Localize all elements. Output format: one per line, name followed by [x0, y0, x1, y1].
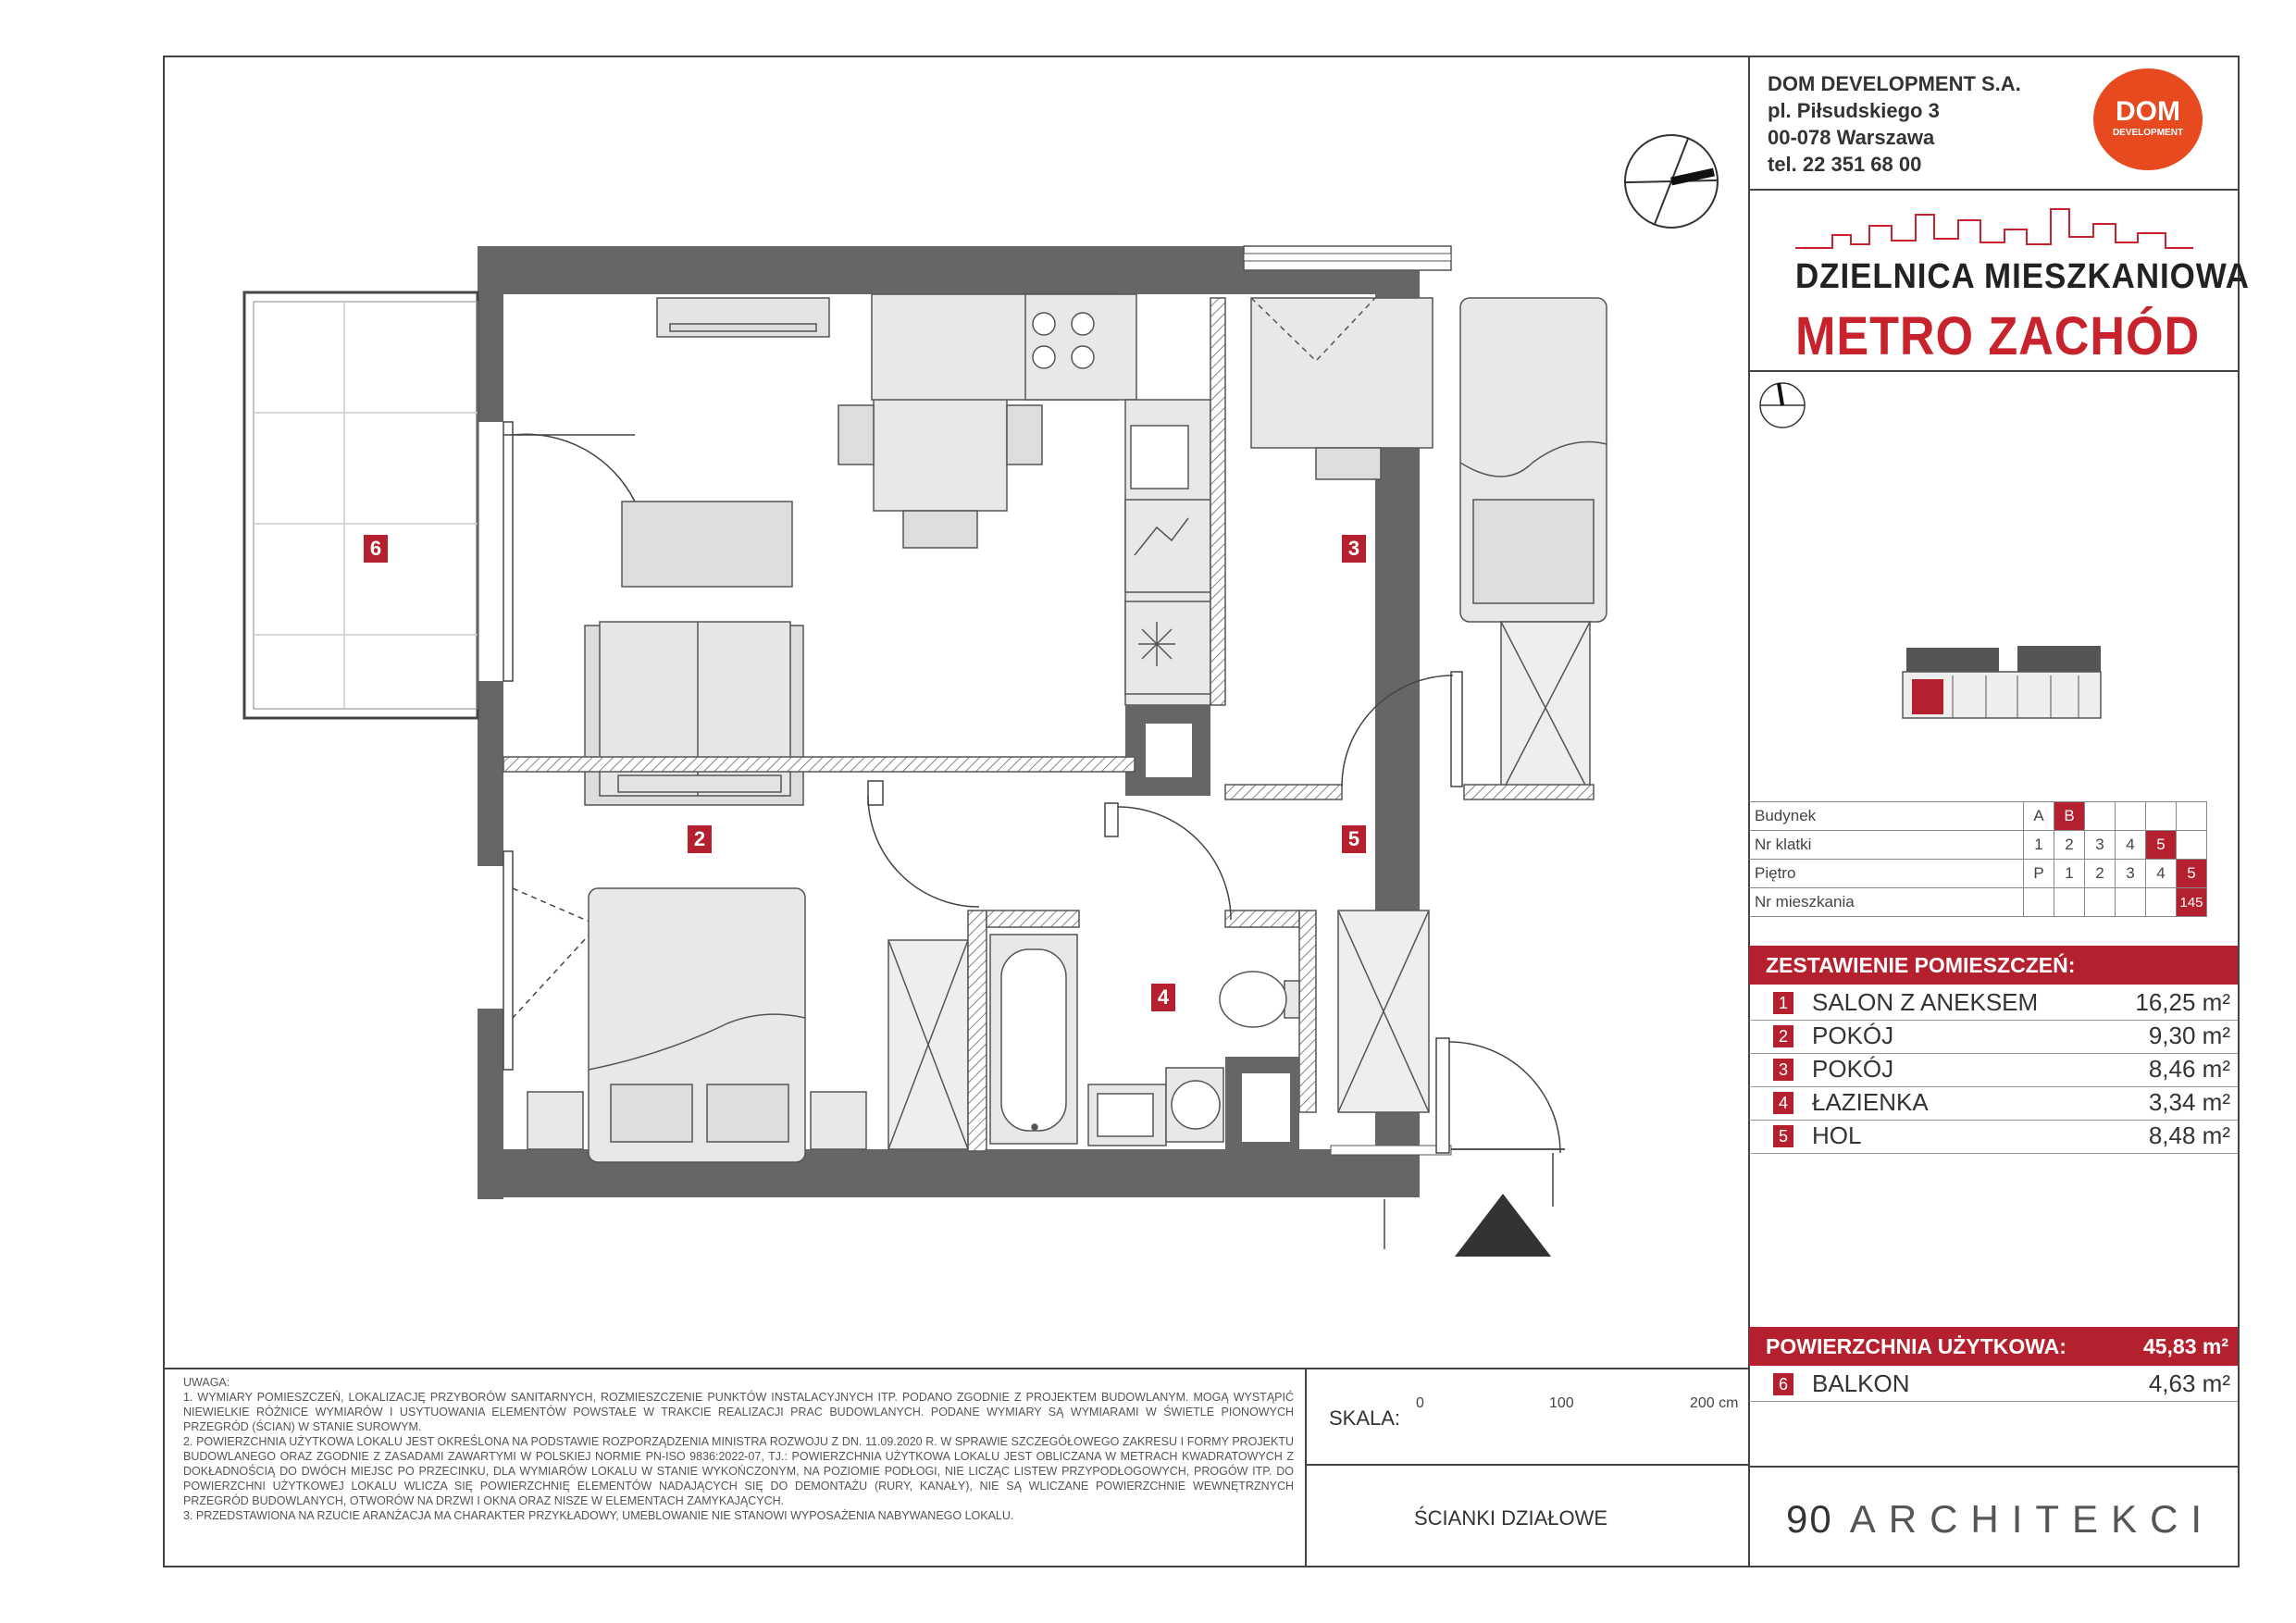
- floor-label: Piętro: [1749, 860, 2024, 888]
- room-area: 3,34 m²: [2148, 1088, 2230, 1116]
- company-city: 00-078 Warszawa: [1768, 126, 1935, 149]
- row-flat: [1749, 888, 2207, 917]
- living-furniture: [585, 294, 1210, 805]
- building-label: Budynek: [1749, 802, 2024, 831]
- room-row: [1749, 1020, 2238, 1054]
- notes-divider: [163, 1368, 1749, 1369]
- row-stair: [1749, 831, 2207, 860]
- company-phone: tel. 22 351 68 00: [1768, 153, 1922, 176]
- usable-area-label: POWIERZCHNIA UŻYTKOWA:: [1766, 1334, 2066, 1358]
- note-3: 3. PRZEDSTAWIONA NA RZUCIE ARANŻACJA MA CHARAKTER PRZYKŁADOWY, UMEBLOWANIE NIE STANOWI WYPOSAŻENIA NABYWANEGO LOKALU.: [183, 1509, 1014, 1522]
- stair-2: 2: [2054, 831, 2085, 860]
- room-name: HOL: [1812, 1121, 1862, 1149]
- floor-5: 5: [2177, 860, 2207, 888]
- row-floor: [1749, 860, 2207, 888]
- stair-label: Nr klatki: [1749, 831, 2024, 860]
- room-row: [1749, 1120, 2238, 1154]
- room-number: 2: [1773, 1025, 1793, 1047]
- plan-label-room-3: 3: [1342, 535, 1366, 563]
- floor-3: 3: [2116, 860, 2146, 888]
- room-name: SALON Z ANEKSEM: [1812, 988, 2039, 1016]
- architect-logo: [1786, 1497, 2215, 1542]
- room-row: [1749, 1053, 2238, 1087]
- rooms-header: [1749, 946, 2238, 985]
- building-a: A: [2024, 802, 2054, 831]
- scale-legend-divider: [1305, 1464, 1749, 1466]
- plan-label-room-4: 4: [1151, 984, 1175, 1011]
- skyline-icon: [1795, 202, 2193, 257]
- building-b: B: [2054, 802, 2085, 831]
- scale-tick-100: 100: [1549, 1395, 1574, 1411]
- balcony-row: [1749, 1368, 2238, 1402]
- room-number: 5: [1773, 1125, 1793, 1147]
- scale-label: SKALA:: [1329, 1406, 1401, 1430]
- stair-1: 1: [2024, 831, 2054, 860]
- usable-area-value: 45,83 m²: [2142, 1334, 2228, 1358]
- plan-label-room-6: 6: [364, 535, 388, 563]
- room-name: ŁAZIENKA: [1812, 1088, 1929, 1116]
- row-building: [1749, 802, 2207, 831]
- dom-logo: [2093, 68, 2203, 170]
- note-2: 2. POWIERZCHNIA UŻYTKOWA LOKALU JEST OKREŚLONA NA PODSTAWIE ROZPORZĄDZENIA MINISTRA ROZWOJU Z DN. 11.09.2020 R. W SPRAWIE SZCZEGÓŁOWEGO ZAKRESU I FORMY PROJEKTU BUDOWLANEGO ORAZ ZGODNIE Z ZASADAMI ZAWARTYMI W POLSKIEJ NORMIE PN-ISO 9836:2022-07, TJ.: POWIERZCHNIA UŻYTKOWA LOKALU JEST OBLICZANA W METRACH KWADRATOWYCH Z DOKŁADNOŚCIĄ DO DWÓCH MIEJSC PO PRZECINKU, DLA WYMIARÓW LOKALU W STANIE WYKOŃCZONYM, NA POZIOMIE PODŁOGI, NIE LICZĄC LISTEW PRZYPODŁOGOWYCH, PROGÓW ITP. DO POWIERZCHNI UŻYTKOWEJ LOKALU WLICZA SIĘ POWIERZCHNIĘ ELEMENTÓW NADAJĄCYCH SIĘ DO DEMONTAŻU (RURY, KANAŁY), NIE SĄ WLICZANE POWIERZCHNIE WEWNĘTRZNYCH PRZEGRÓD BUDOWLANYCH, OTWORÓW NA DRZWI I OKNA ORAZ NISZE W ELEMENTACH ZAMYKAJĄCYCH.: [183, 1435, 1294, 1507]
- floor-plan: [163, 56, 1749, 1368]
- plan-label-room-2: 2: [688, 825, 712, 853]
- room-area: 8,46 m²: [2148, 1055, 2230, 1083]
- key-plan: [1897, 638, 2110, 731]
- flat-number: 145: [2177, 888, 2207, 917]
- floor-2: 2: [2085, 860, 2116, 888]
- north-arrow-large: [1624, 134, 1719, 229]
- note-1: 1. WYMIARY POMIESZCZEŃ, LOKALIZACJĘ PRZYBORÓW SANITARNYCH, ROZMIESZCZENIE PUNKTÓW INSTALACYJNYCH ITP. PODANO ZGODNIE Z PROJEKTEM BUDOWLANYM. MOGĄ WYSTĄPIĆ NIEWIELKIE RÓŻNICE WYMIARÓW I USYTUOWANIA ELEMENTÓW POWSTAŁE W TRAKCIE REALIZACJI PRAC BUDOWLANYCH. PODANE WYMIARY SĄ WYMIARAMI W ŚWIETLE PIONOWYCH PRZEGRÓD (ŚCIAN) W STANIE SUROWYM.: [183, 1391, 1294, 1433]
- balcony-area: 4,63 m²: [2148, 1369, 2230, 1397]
- entrance-marker: [1455, 1194, 1551, 1257]
- legend-partition-label: ŚCIANKI DZIAŁOWE: [1414, 1506, 1608, 1530]
- room-name: POKÓJ: [1812, 1055, 1894, 1083]
- scale-tick-200: 200 cm: [1690, 1395, 1739, 1411]
- room-area: 9,30 m²: [2148, 1022, 2230, 1049]
- architect-name: ARCHITEKCI: [1849, 1497, 2215, 1541]
- notes-title: UWAGA:: [183, 1376, 230, 1389]
- notes-block: [183, 1375, 1294, 1523]
- architect-number: 90: [1786, 1497, 1833, 1541]
- company-name: DOM DEVELOPMENT S.A.: [1768, 72, 2021, 95]
- project-line2: METRO ZACHÓD: [1795, 306, 2201, 366]
- architect-divider: [1749, 1466, 2240, 1468]
- floor-4: 4: [2146, 860, 2177, 888]
- usable-area-bar: [1749, 1327, 2238, 1366]
- floor-1: 1: [2054, 860, 2085, 888]
- header-divider: [1749, 189, 2240, 191]
- stair-4: 4: [2116, 831, 2146, 860]
- floor-p: P: [2024, 860, 2054, 888]
- bedroom-3-furniture: [1251, 298, 1607, 794]
- balcony: [244, 292, 478, 718]
- bedroom-2-furniture: [527, 888, 968, 1162]
- brand-divider: [1749, 370, 2240, 372]
- room-number: 1: [1773, 992, 1793, 1014]
- hall-wardrobe: [1338, 911, 1429, 1112]
- room-area: 16,25 m²: [2135, 988, 2230, 1016]
- north-arrow-small: [1756, 379, 1812, 435]
- flat-location-table: [1749, 801, 2207, 917]
- room-number: 4: [1773, 1092, 1793, 1114]
- plan-label-room-5: 5: [1342, 825, 1366, 853]
- logo-text-sub: DEVELOPMENT: [2112, 128, 2184, 138]
- room-name: POKÓJ: [1812, 1022, 1894, 1049]
- scale-tick-0: 0: [1416, 1395, 1424, 1411]
- room-number: 3: [1773, 1059, 1793, 1081]
- project-line1: DZIELNICA MIESZKANIOWA: [1795, 257, 2250, 296]
- company-street: pl. Piłsudskiego 3: [1768, 99, 1940, 122]
- balcony-name: BALKON: [1812, 1369, 1910, 1397]
- door-bathroom: [1105, 803, 1231, 920]
- rooms-header-text: ZESTAWIENIE POMIESZCZEŃ:: [1766, 953, 2076, 977]
- room-row: [1749, 986, 2238, 1021]
- flat-label: Nr mieszkania: [1749, 888, 2024, 917]
- balcony-number: 6: [1773, 1373, 1793, 1395]
- room-area: 8,48 m²: [2148, 1121, 2230, 1149]
- room-row: [1749, 1086, 2238, 1121]
- logo-text-main: DOM: [2116, 96, 2180, 127]
- door-room2: [868, 781, 979, 907]
- stair-5: 5: [2146, 831, 2177, 860]
- company-block: [1768, 70, 2021, 178]
- notes-scale-divider: [1305, 1368, 1307, 1567]
- stair-3: 3: [2085, 831, 2116, 860]
